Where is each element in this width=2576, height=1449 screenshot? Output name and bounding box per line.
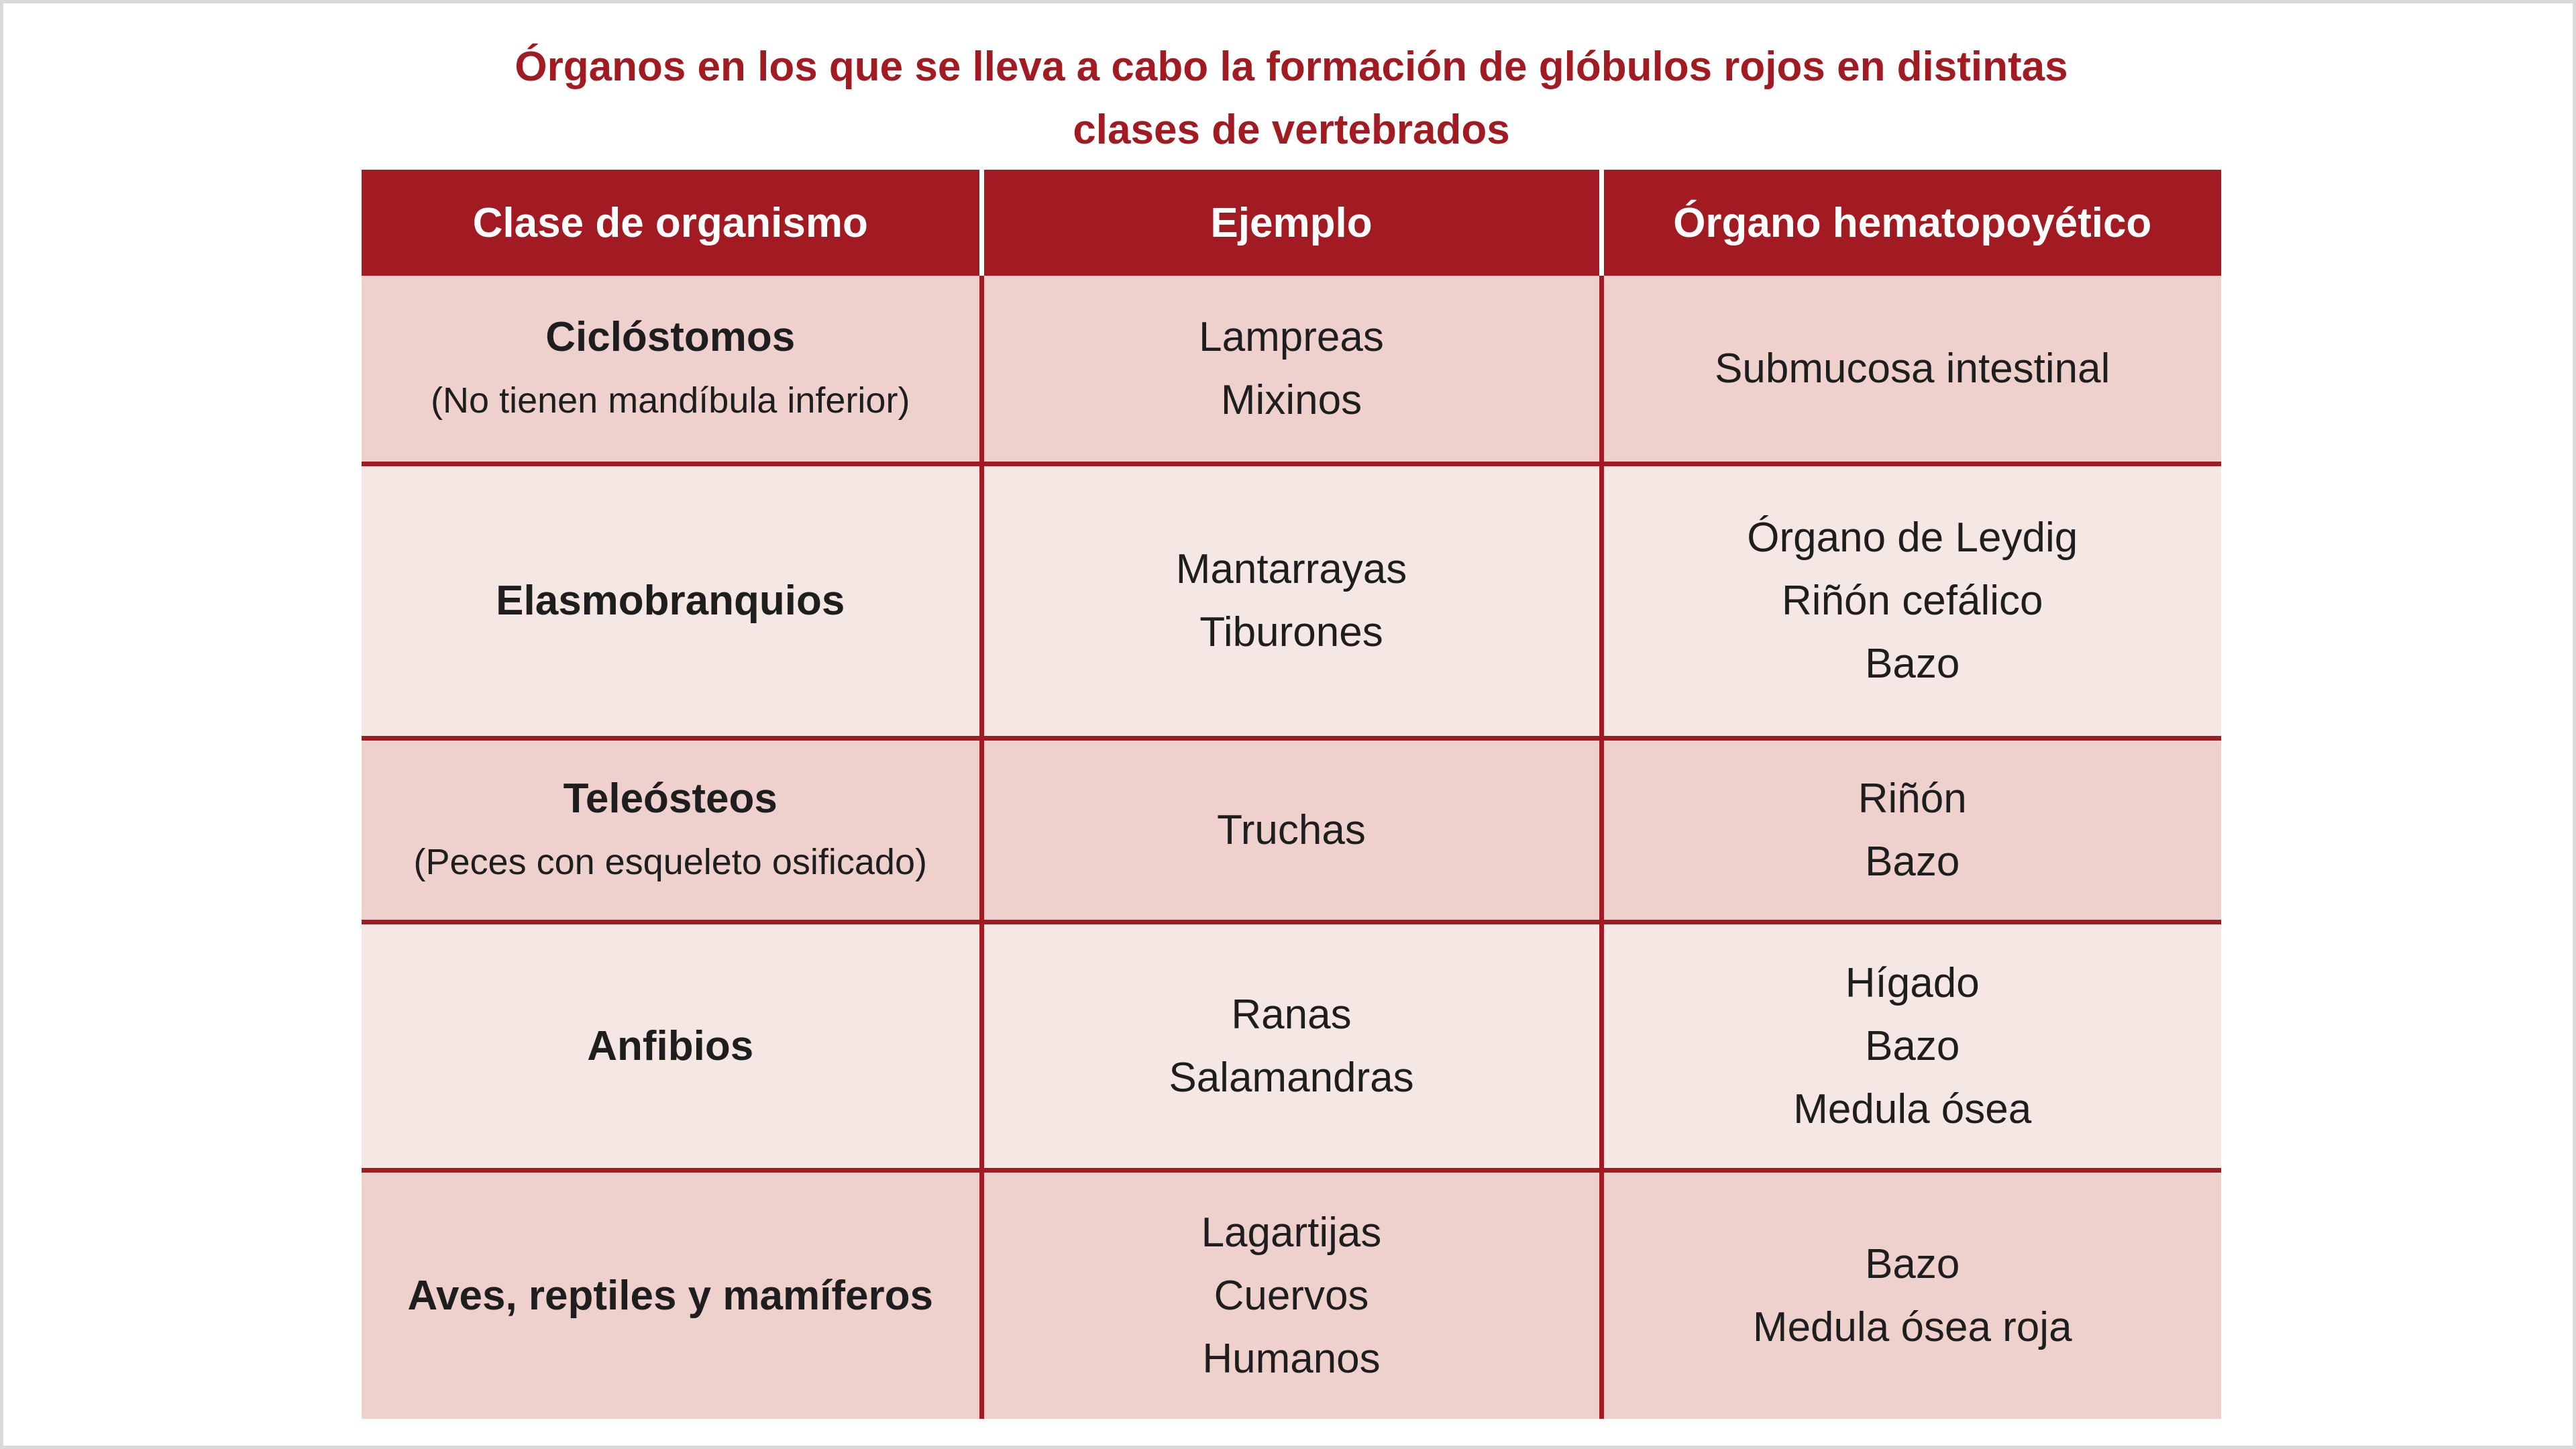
organ-item: Medula ósea roja: [1752, 1303, 2072, 1350]
example-cell: [981, 1171, 1601, 1419]
example-cell: [981, 464, 1601, 739]
class-name: Aves, reptiles y mamíferos: [407, 1272, 933, 1319]
example-item: Lampreas: [1199, 313, 1384, 360]
example-item: Cuervos: [1214, 1272, 1369, 1319]
example-item: Lagartijas: [1201, 1209, 1382, 1256]
header-clase-de-organismo: Clase de organismo: [362, 170, 981, 276]
class-name: Elasmobranquios: [496, 577, 845, 624]
class-cell: [362, 276, 981, 464]
organ-cell: [1601, 276, 2221, 464]
organ-item: Medula ósea: [1793, 1085, 2032, 1132]
example-item: Ranas: [1231, 991, 1352, 1038]
class-cell: [362, 1171, 981, 1419]
organ-item: Hígado: [1845, 959, 1980, 1006]
class-note: (Peces con esqueleto osificado): [413, 841, 927, 882]
organ-item: Riñón: [1858, 775, 1967, 822]
example-item: Mantarrayas: [1175, 545, 1407, 592]
table-title: [362, 36, 2221, 162]
example-item: Salamandras: [1169, 1054, 1414, 1101]
organ-item: Bazo: [1865, 838, 1960, 885]
class-name: Anfibios: [587, 1022, 754, 1069]
example-item: Tiburones: [1199, 608, 1383, 655]
table-row: [362, 738, 2221, 922]
class-name: Teleósteos: [563, 775, 777, 822]
table-body: [362, 276, 2221, 1419]
example-cell: [981, 276, 1601, 464]
table-row: [362, 1171, 2221, 1419]
organ-cell: [1601, 738, 2221, 922]
hematopoiesis-table: [362, 170, 2221, 1419]
table-row: [362, 464, 2221, 739]
header-organo-hematopoyetico: Órgano hematopoyético: [1601, 170, 2221, 276]
table-row: [362, 276, 2221, 464]
example-item: Mixinos: [1220, 376, 1362, 423]
example-item: Truchas: [1217, 806, 1366, 853]
organ-item: Bazo: [1865, 1022, 1960, 1069]
class-cell: [362, 922, 981, 1171]
header-ejemplo: Ejemplo: [981, 170, 1601, 276]
organ-item: Bazo: [1865, 640, 1960, 687]
organ-item: Riñón cefálico: [1782, 577, 2043, 624]
organ-item: Submucosa intestinal: [1715, 345, 2110, 392]
organ-item: Órgano de Leydig: [1747, 514, 2078, 561]
class-name: Ciclóstomos: [545, 313, 796, 360]
organ-cell: [1601, 1171, 2221, 1419]
example-cell: [981, 922, 1601, 1171]
table-title-line-2: clases de vertebrados: [1073, 107, 1510, 153]
organ-cell: [1601, 464, 2221, 739]
table-row: [362, 922, 2221, 1171]
example-item: Humanos: [1202, 1335, 1381, 1382]
table-header: [362, 170, 2221, 276]
header-row: [362, 170, 2221, 276]
organ-cell: [1601, 922, 2221, 1171]
class-cell: [362, 738, 981, 922]
table-title-line-1: Órganos en los que se lleva a cabo la formación de glóbulos rojos en distintas: [515, 44, 2068, 90]
class-cell: [362, 464, 981, 739]
example-cell: [981, 738, 1601, 922]
class-note: (No tienen mandíbula inferior): [431, 380, 910, 421]
organ-item: Bazo: [1865, 1240, 1960, 1287]
